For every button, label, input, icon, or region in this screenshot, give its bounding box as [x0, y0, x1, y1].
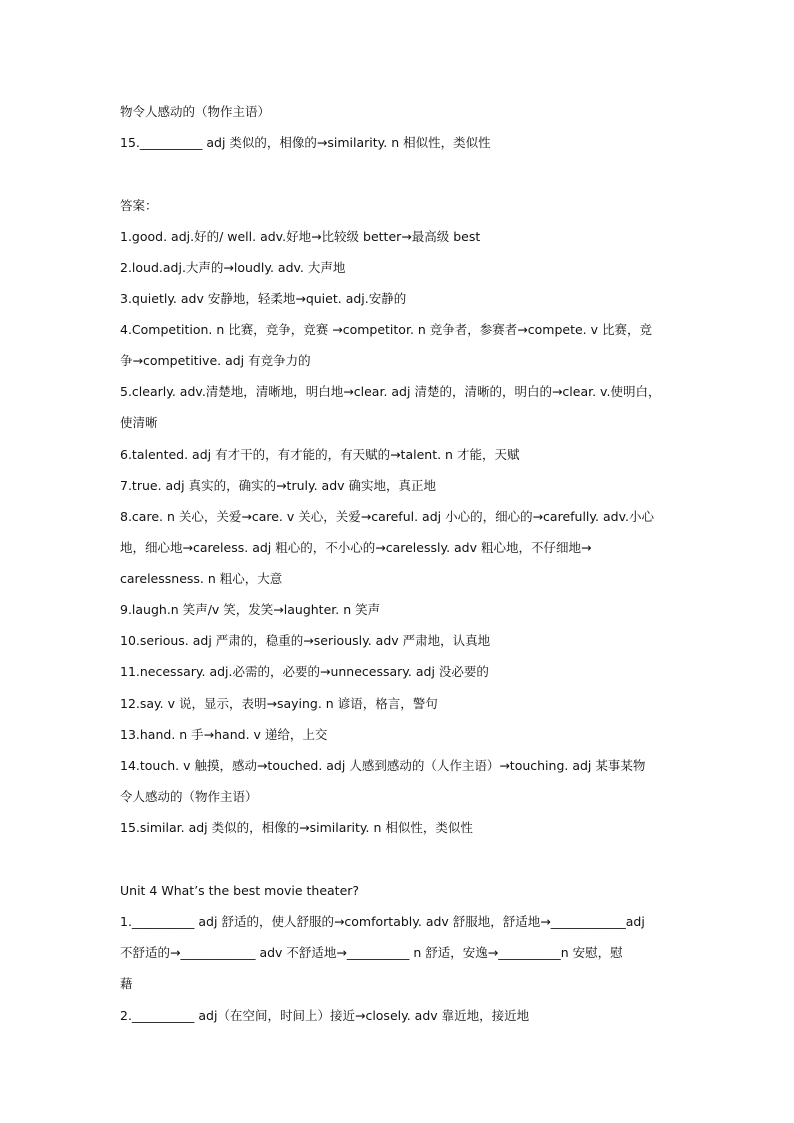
answer-line: 令人感动的（物作主语）	[120, 789, 258, 804]
answer-line: 9.laugh.n 笑声/v 笑，发笑→laughter. n 笑声	[120, 602, 381, 617]
answer-line: 15.similar. adj 类似的，相像的→similarity. n 相似性，类似性	[120, 820, 473, 835]
answer-line: 11.necessary. adj.必需的，必要的→unnecessary. adj 没必要的	[120, 664, 489, 679]
answer-line: 7.true. adj 真实的，确实的→truly. adv 确实地，真正地	[120, 478, 437, 493]
answer-line: 6.talented. adj 有才干的，有才能的，有天赋的→talent. n 才能，天赋	[120, 447, 520, 462]
unit-line: 1.__________ adj 舒适的，使人舒服的→comfortably. adv 舒服地，舒适地→____________adj	[120, 914, 645, 929]
answer-line: 12.say. v 说，显示，表明→saying. n 谚语，格言，警句	[120, 696, 438, 711]
answer-line: 4.Competition. n 比赛，竞争，竞赛 →competitor. n 竞争者，参赛者→compete. v 比赛，竞	[120, 322, 652, 337]
answer-line: 14.touch. v 触摸，感动→touched. adj 人感到感动的（人作主语）→touching. adj 某事某物	[120, 758, 646, 773]
answer-line: carelessness. n 粗心，大意	[120, 571, 283, 586]
answer-line: 1.good. adj.好的/ well. adv.好地→比较级 better→最高级 best	[120, 229, 481, 244]
text-line: 15.__________ adj 类似的，相像的→similarity. n 相似性，类似性	[120, 135, 491, 150]
answers-title: 答案：	[120, 198, 158, 213]
unit-line: 藉	[120, 976, 133, 991]
unit-heading: Unit 4 What’s the best movie theater?	[120, 883, 360, 898]
answer-line: 10.serious. adj 严肃的，稳重的→seriously. adv 严肃地，认真地	[120, 633, 491, 648]
text-line: 物令人感动的（物作主语）	[120, 104, 271, 119]
answer-line: 5.clearly. adv.清楚地，清晰地，明白地→clear. adj 清楚的，清晰的，明白的→clear. v.使明白，	[120, 384, 661, 399]
answer-line: 8.care. n 关心，关爱→care. v 关心，关爱→careful. adj 小心的，细心的→carefully. adv.小心	[120, 509, 654, 524]
answer-line: 2.loud.adj.大声的→loudly. adv. 大声地	[120, 260, 346, 275]
answer-line: 争→competitive. adj 有竞争力的	[120, 353, 311, 368]
answer-line: 使清晰	[120, 415, 158, 430]
unit-line: 2.__________ adj（在空间，时间上）接近→closely. adv 靠近地，接近地	[120, 1008, 530, 1023]
unit-line: 不舒适的→____________ adv 不舒适地→__________ n 舒适，安逸→__________n 安慰，慰	[120, 945, 623, 960]
answer-line: 13.hand. n 手→hand. v 递给，上交	[120, 727, 328, 742]
answer-line: 3.quietly. adv 安静地，轻柔地→quiet. adj.安静的	[120, 291, 407, 306]
answer-line: 地，细心地→careless. adj 粗心的，不小心的→carelessly. adv 粗心地，不仔细地→	[120, 540, 592, 555]
